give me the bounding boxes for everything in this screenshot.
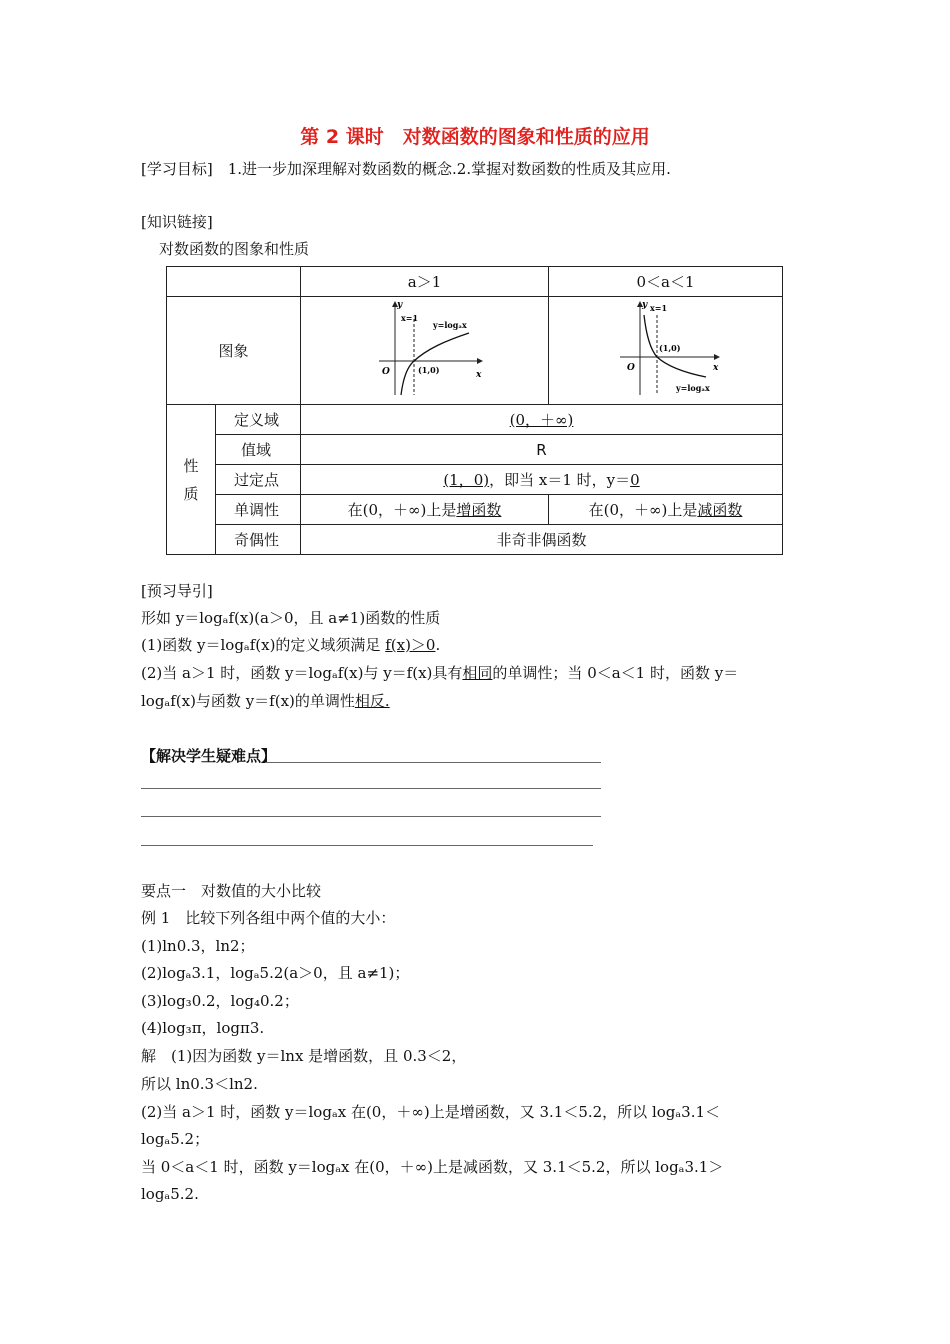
blank-line-2 (141, 788, 601, 789)
question-2: (2)logₐ3.1，logₐ5.2(a＞0，且 a≠1)； (141, 964, 410, 982)
blank-line-1 (265, 762, 601, 763)
preview-l4-answer: 相反. (354, 692, 390, 710)
blank-line-3 (141, 816, 601, 817)
properties-label-char-1: 性 (183, 456, 199, 475)
domain-value-cell (301, 405, 783, 435)
preview-l2-answer: f(x)＞0 (385, 636, 436, 654)
properties-row-label (167, 405, 216, 555)
range-value: R (301, 435, 783, 465)
graph1-curve (401, 333, 469, 395)
domain-label: 定义域 (216, 405, 301, 435)
solution-line-2: 所以 ln0.3＜ln2. (141, 1075, 258, 1093)
header-a-gt-1: a＞1 (301, 267, 549, 297)
solution-line-5: 当 0＜a＜1 时，函数 y＝logₐx 在(0，＋∞)上是减函数，又 3.1＜5.2，所以 logₐ3.1＞ (141, 1158, 724, 1176)
graph2-x-label: x (712, 362, 718, 373)
graph2-point-label: (1,0) (658, 342, 680, 353)
question-3: (3)log₃0.2，log₄0.2； (141, 992, 299, 1010)
solution-line-6: logₐ5.2. (141, 1185, 199, 1203)
graph-decreasing-cell (549, 297, 783, 405)
question-4: (4)log₃π，logπ3. (141, 1019, 265, 1037)
blank-line-4 (141, 845, 593, 846)
mono-lt1-answer: 减函数 (697, 501, 743, 519)
graph1-x-arrow (477, 358, 483, 364)
preview-l3-answer: 相同 (462, 664, 493, 682)
preview-l2-text: (1)函数 y＝logₐf(x)的定义域须满足 (141, 636, 386, 654)
preview-l4-text: logₐf(x)与函数 y＝f(x)的单调性 (141, 692, 355, 710)
mono-lt1-text: 在(0，＋∞)上是 (588, 501, 698, 519)
header-a-lt-1: 0＜a＜1 (549, 267, 783, 297)
monotonicity-a-lt-1 (549, 495, 783, 525)
graph1-x1-label: x=1 (400, 312, 418, 323)
solution-line-4: logₐ5.2； (141, 1130, 210, 1148)
graph2-origin-label: O (626, 362, 635, 373)
objectives-label: [学习目标] (141, 160, 213, 178)
example1-prompt: 例 1 比较下列各组中两个值的大小： (141, 909, 396, 927)
monotonicity-a-gt-1 (301, 495, 549, 525)
knowledge-subtitle: 对数函数的图象和性质 (159, 240, 310, 258)
preview-line-3 (141, 662, 738, 684)
difficulty-label: 【解决学生疑难点】 (141, 747, 277, 765)
fixed-point-value (301, 465, 783, 495)
fixed-point-label: 过定点 (216, 465, 301, 495)
graph-row-label: 图象 (167, 297, 301, 405)
fixed-point-text: ，即当 x＝1 时，y＝ (489, 471, 631, 489)
graph2-x1-label: x=1 (649, 302, 667, 313)
graph2-curve-label: y=logₐx (675, 382, 710, 393)
domain-value: (0，＋∞) (509, 411, 574, 429)
question-1: (1)ln0.3，ln2； (141, 937, 255, 955)
graph2-x-arrow (714, 354, 720, 360)
mono-gt1-answer: 增函数 (456, 501, 502, 519)
graph1-origin-label: O (381, 366, 390, 377)
decreasing-log-graph (606, 299, 726, 399)
graph1-y-label: y (396, 299, 402, 310)
point1-heading: 要点一 对数值的大小比较 (141, 882, 322, 900)
monotonicity-label: 单调性 (216, 495, 301, 525)
parity-label: 奇偶性 (216, 525, 301, 555)
graph-increasing-cell (301, 297, 549, 405)
fixed-point-coord: (1，0) (443, 471, 490, 489)
preview-label: [预习导引] (141, 582, 213, 600)
mono-gt1-text: 在(0，＋∞)上是 (347, 501, 457, 519)
preview-line-4 (141, 690, 390, 712)
graph1-curve-label: y=logₐx (432, 319, 467, 330)
range-label: 值域 (216, 435, 301, 465)
knowledge-label: [知识链接] (141, 213, 213, 231)
preview-l3-text: (2)当 a＞1 时，函数 y＝logₐf(x)与 y＝f(x)具有 (141, 664, 463, 682)
fixed-point-y: 0 (630, 471, 640, 489)
graph2-y-label: y (641, 299, 647, 310)
properties-label-char-2: 质 (183, 484, 199, 503)
preview-line-1: 形如 y＝logₐf(x)(a＞0，且 a≠1)函数的性质 (141, 609, 441, 627)
log-function-properties-table (166, 266, 783, 555)
preview-line-2 (141, 634, 440, 656)
table-corner (167, 267, 301, 297)
preview-l3-end: 的单调性；当 0＜a＜1 时，函数 y＝ (492, 664, 739, 682)
page-title: 第 2 课时 对数函数的图象和性质的应用 (300, 126, 650, 148)
graph1-point-label: (1,0) (417, 364, 439, 375)
solution-line-1: 解 (1)因为函数 y＝lnx 是增函数，且 0.3＜2， (141, 1047, 467, 1065)
increasing-log-graph (365, 299, 485, 399)
preview-l2-end: . (435, 636, 441, 654)
graph1-x-label: x (475, 369, 481, 380)
learning-objectives (141, 158, 671, 180)
objectives-text: 1.进一步加深理解对数函数的概念.2.掌握对数函数的性质及其应用. (212, 160, 671, 178)
solution-line-3: (2)当 a＞1 时，函数 y＝logₐx 在(0，＋∞)上是增函数，又 3.1＜5.2，所以 logₐ3.1＜ (141, 1103, 721, 1121)
parity-value: 非奇非偶函数 (301, 525, 783, 555)
